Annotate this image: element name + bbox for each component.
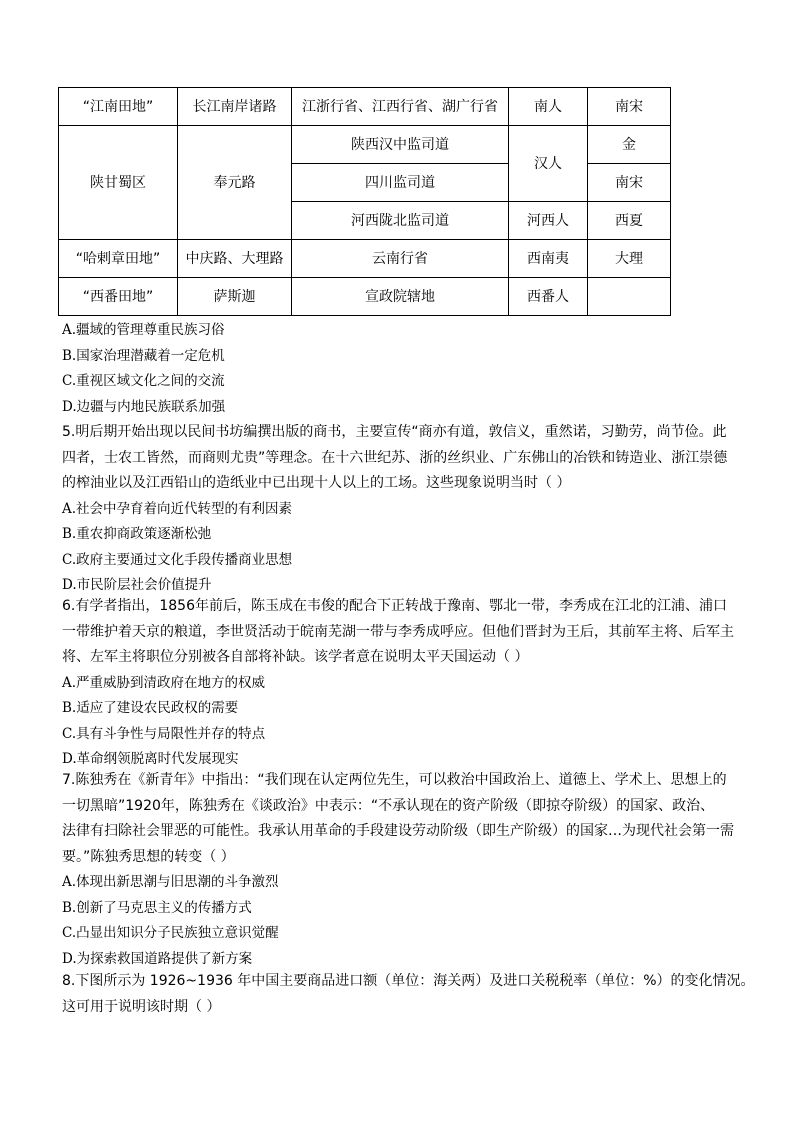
table-cell: 汉人 [509,126,588,202]
question-line: 一切黑暗”1920年，陈独秀在《谈政治》中表示：“不承认现在的资产阶级（即掠夺阶级）的国家、政治、 [62,797,715,814]
question-line: 7.陈独秀在《新青年》中指出：“我们现在认定两位先生，可以救治中国政治上、道德上、学术上、思想上的 [62,772,727,788]
option-c: C.具有斗争性与局限性并存的特点 [62,725,266,742]
table-cell: 中庆路、大理路 [178,240,292,278]
question-line: 的榨油业以及江西铅山的造纸业中已出现十人以上的工场。这些现象说明当时（ ） [62,475,571,491]
table-cell: “西番田地” [59,278,178,316]
table-cell: 南宋 [588,88,671,126]
question-8 [62,969,755,1020]
table-cell: 云南行省 [292,240,509,278]
question-line: 四者，士农工皆然，而商则尤贵”等理念。在十六世纪苏、浙的丝织业、广东佛山的冶铁和铸造业、浙江崇德 [62,449,728,466]
table-cell: 宣政院辖地 [292,278,509,316]
table-cell: 金 [588,126,671,164]
table-cell [588,278,671,316]
option-a: A.体现出新思潮与旧思潮的斗争激烈 [62,874,279,890]
option-b: B.创新了马克思主义的传播方式 [62,899,252,916]
table-row [59,126,671,164]
table-row [59,88,671,126]
table-cell: 奉元路 [178,126,292,240]
table-cell: 四川监司道 [292,164,509,202]
table-cell: 陕甘蜀区 [59,126,178,240]
question-5 [62,420,734,599]
table-row [59,278,671,316]
option-b: B.国家治理潜藏着一定危机 [62,347,225,364]
question-line: 5.明后期开始出现以民间书坊编撰出版的商书，主要宣传“商亦有道，敦信义，重然诺，习勤劳，尚节俭。此 [62,424,727,440]
option-d: D.边疆与内地民族联系加强 [62,398,226,415]
table-cell: 长江南岸诸路 [178,88,292,126]
table-cell: “江南田地” [59,88,178,126]
question-line: 6.有学者指出，1856年前后，陈玉成在韦俊的配合下正转战于豫南、鄂北一带，李秀成在江北的江浦、浦口 [62,598,727,614]
question-line: 法律有扫除社会罪恶的可能性。我承认用革命的手段建设劳动阶级（即生产阶级）的国家…为现代社会第一需 [62,823,734,839]
option-b: B.重农抑商政策逐渐松弛 [62,526,212,542]
table-cell: 西南夷 [509,240,588,278]
option-b: B.适应了建设农民政权的需要 [62,700,239,716]
table-cell: 南人 [509,88,588,126]
option-a: A.社会中孕育着向近代转型的有利因素 [62,500,293,517]
table-cell: 西夏 [588,202,671,240]
question-7 [62,768,734,972]
question-line: 8.下图所示为 1926~1936 年中国主要商品进口额（单位：海关两）及进口关税税率（单位：%）的变化情况。 [62,973,755,989]
question-line: 将、左军主将职位分别被各自部将补缺。该学者意在说明太平天国运动（ ） [62,649,529,665]
table-cell: 陕西汉中监司道 [292,126,509,164]
table-cell: 南宋 [588,164,671,202]
option-c: C.重视区域文化之间的交流 [62,373,225,389]
option-c: C.凸显出知识分子民族独立意识觉醒 [62,925,279,941]
table-cell: 河西人 [509,202,588,240]
option-d: D.为探索救国道路提供了新方案 [62,950,253,967]
question-line: 一带维护着天京的粮道，李世贤活动于皖南芜湖一带与李秀成呼应。但他们晋封为王后，其前军主将、后军主 [62,623,734,640]
option-c: C.政府主要通过文化手段传播商业思想 [62,551,293,568]
question-4-options [62,318,734,420]
table-cell: 河西陇北监司道 [292,202,509,240]
question-line: 这可用于说明该时期（ ） [62,998,221,1015]
option-a: A.疆域的管理尊重民族习俗 [62,322,225,338]
table-cell: 大理 [588,240,671,278]
question-6 [62,594,734,773]
table-cell: 西番人 [509,278,588,316]
option-d: D.革命纲领脱离时代发展现实 [62,751,239,767]
region-table [58,87,671,316]
option-a: A.严重威胁到清政府在地方的权威 [62,674,266,691]
table-cell: “哈剌章田地” [59,240,178,278]
table-cell: 萨斯迦 [178,278,292,316]
table-row [59,240,671,278]
table-cell: 江浙行省、江西行省、湖广行省 [292,88,509,126]
option-d: D.市民阶层社会价值提升 [62,577,212,593]
question-line: 要。”陈独秀思想的转变（ ） [62,848,235,865]
